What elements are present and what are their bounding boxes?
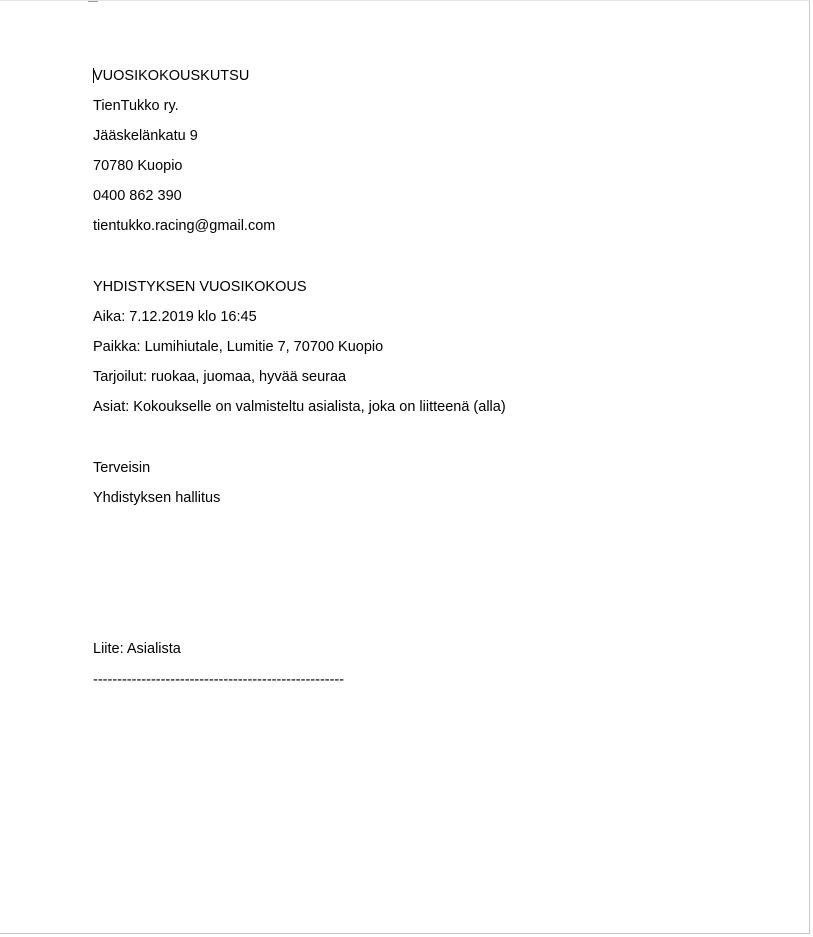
meeting-agenda: Asiat: Kokoukselle on valmisteltu asialista, joka on liitteenä (alla) [93,399,506,415]
sender-name: TienTukko ry. [93,98,179,114]
closing-signature: Yhdistyksen hallitus [93,490,221,506]
sender-email: tientukko.racing@gmail.com [93,218,276,234]
attachment-label: Liite: Asialista [93,641,181,657]
attachment-rule: ---------------------------------------------------- [93,672,345,688]
meeting-place: Paikka: Lumihiutale, Lumitie 7, 70700 Kuopio [93,339,384,355]
sender-street: Jääskelänkatu 9 [93,128,198,144]
meeting-time: Aika: 7.12.2019 klo 16:45 [93,309,257,325]
meeting-offerings: Tarjoilut: ruokaa, juomaa, hyvää seuraa [93,369,347,385]
margin-marker [88,1,98,2]
sender-postal: 70780 Kuopio [93,158,183,174]
closing-greeting: Terveisin [93,460,151,476]
document-heading: VUOSIKOKOUSKUTSU [93,68,250,84]
sender-phone: 0400 862 390 [93,188,182,204]
meeting-title: YHDISTYKSEN VUOSIKOKOUS [93,279,307,295]
